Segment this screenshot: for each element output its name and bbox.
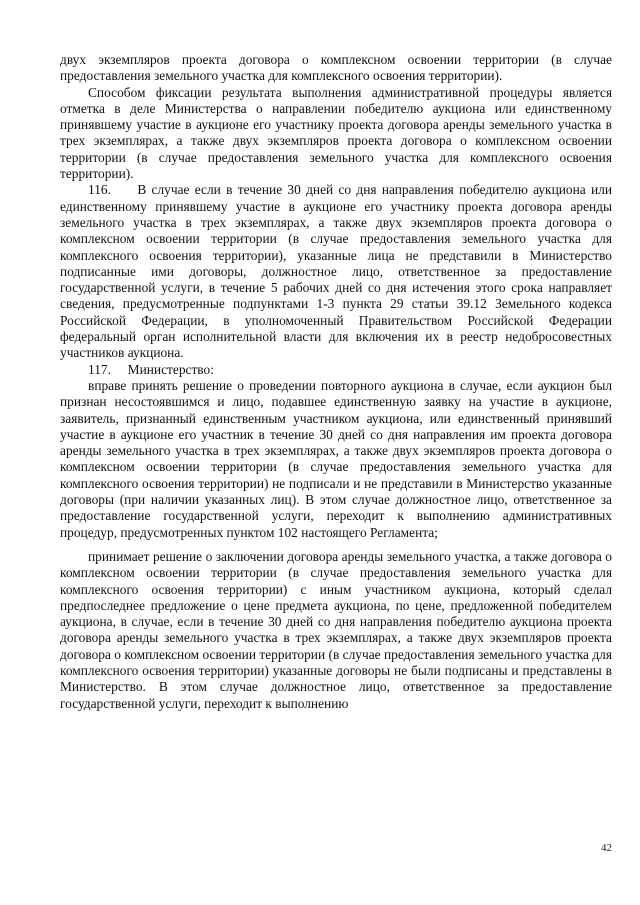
paragraph-item-116: 116. В случае если в течение 30 дней со дня направления победителю аукциона или единственному принявшему участие в аукционе его участнику проекта договора аренды земельного участка в трех экземплярах, а также двух экземпляров проекта договора о комплексном освоении территории (в случае предоставления земельного участка для комплексного освоения территории), указанные лица не представили в Министерство подписанные ими договоры, должностное лицо, ответственное за предоставление государственной услуги, в течение 5 рабочих дней со дня истечения этого срока направляет сведения, предусмотренные подпунктами 1-3 пункта 29 статьи 39.12 Земельного кодекса Российской Федерации, в уполномоченный Правительством Российской Федерации федеральный орган исполнительной власти для включения их в реестр недобросовестных участников аукциона.: [60, 182, 612, 361]
paragraph-item-117: 117. Министерство:: [88, 361, 214, 377]
page-number: 42: [601, 842, 612, 854]
paragraph-repeat-auction: вправе принять решение о проведении повторного аукциона в случае, если аукцион был признан несостоявшимся и лицо, подавшее единственную заявку на участие в аукционе, заявитель, признанный единственным участником аукциона, или единственный принявший участие в аукционе его участник в течение 30 дней со дня направления им проекта договора аренды земельного участка в трех экземплярах, а также двух экземпляров проекта договора о комплексном освоении территории (в случае предоставления земельного участка для комплексного освоения территории) не подписали и не представили в Министерство указанные договоры (при наличии указанных лиц). В этом случае должностное лицо, ответственное за предоставление государственной услуги, переходит к выполнению административных процедур, предусмотренных пунктом 102 настоящего Регламента;: [60, 377, 612, 540]
paragraph-fixation-method: Способом фиксации результата выполнения административной процедуры является отметка в деле Министерства о направлении победителю аукциона или единственному принявшему участие в аукционе его участнику проекта договора аренды земельного участка в трех экземплярах, а также двух экземпляров проекта договора о комплексном освоении территории (в случае предоставления земельного участка для комплексного освоения территории).: [60, 84, 612, 182]
document-page: [60, 52, 612, 712]
paragraph-continuation: двух экземпляров проекта договора о комплексном освоении территории (в случае предоставления земельного участка для комплексного освоения территории).: [60, 52, 612, 84]
paragraph-other-participant: принимает решение о заключении договора аренды земельного участка, а также договора о комплексном освоении территории (в случае предоставления земельного участка для комплексного освоения территории) с иным участником аукциона, который сделал предпоследнее предложение о цене предмета аукциона, по цене, предложенной победителем аукциона, в случае, если в течение 30 дней со дня направления победителю аукциона проекта договора аренды земельного участка в трех экземплярах, а также двух экземпляров проекта договора о комплексном освоении территории (в случае предоставления земельного участка для комплексного освоения территории) указанные договоры не были подписаны и представлены в Министерство. В этом случае должностное лицо, ответственное за предоставление государственной услуги, переходит к выполнению: [60, 548, 612, 711]
